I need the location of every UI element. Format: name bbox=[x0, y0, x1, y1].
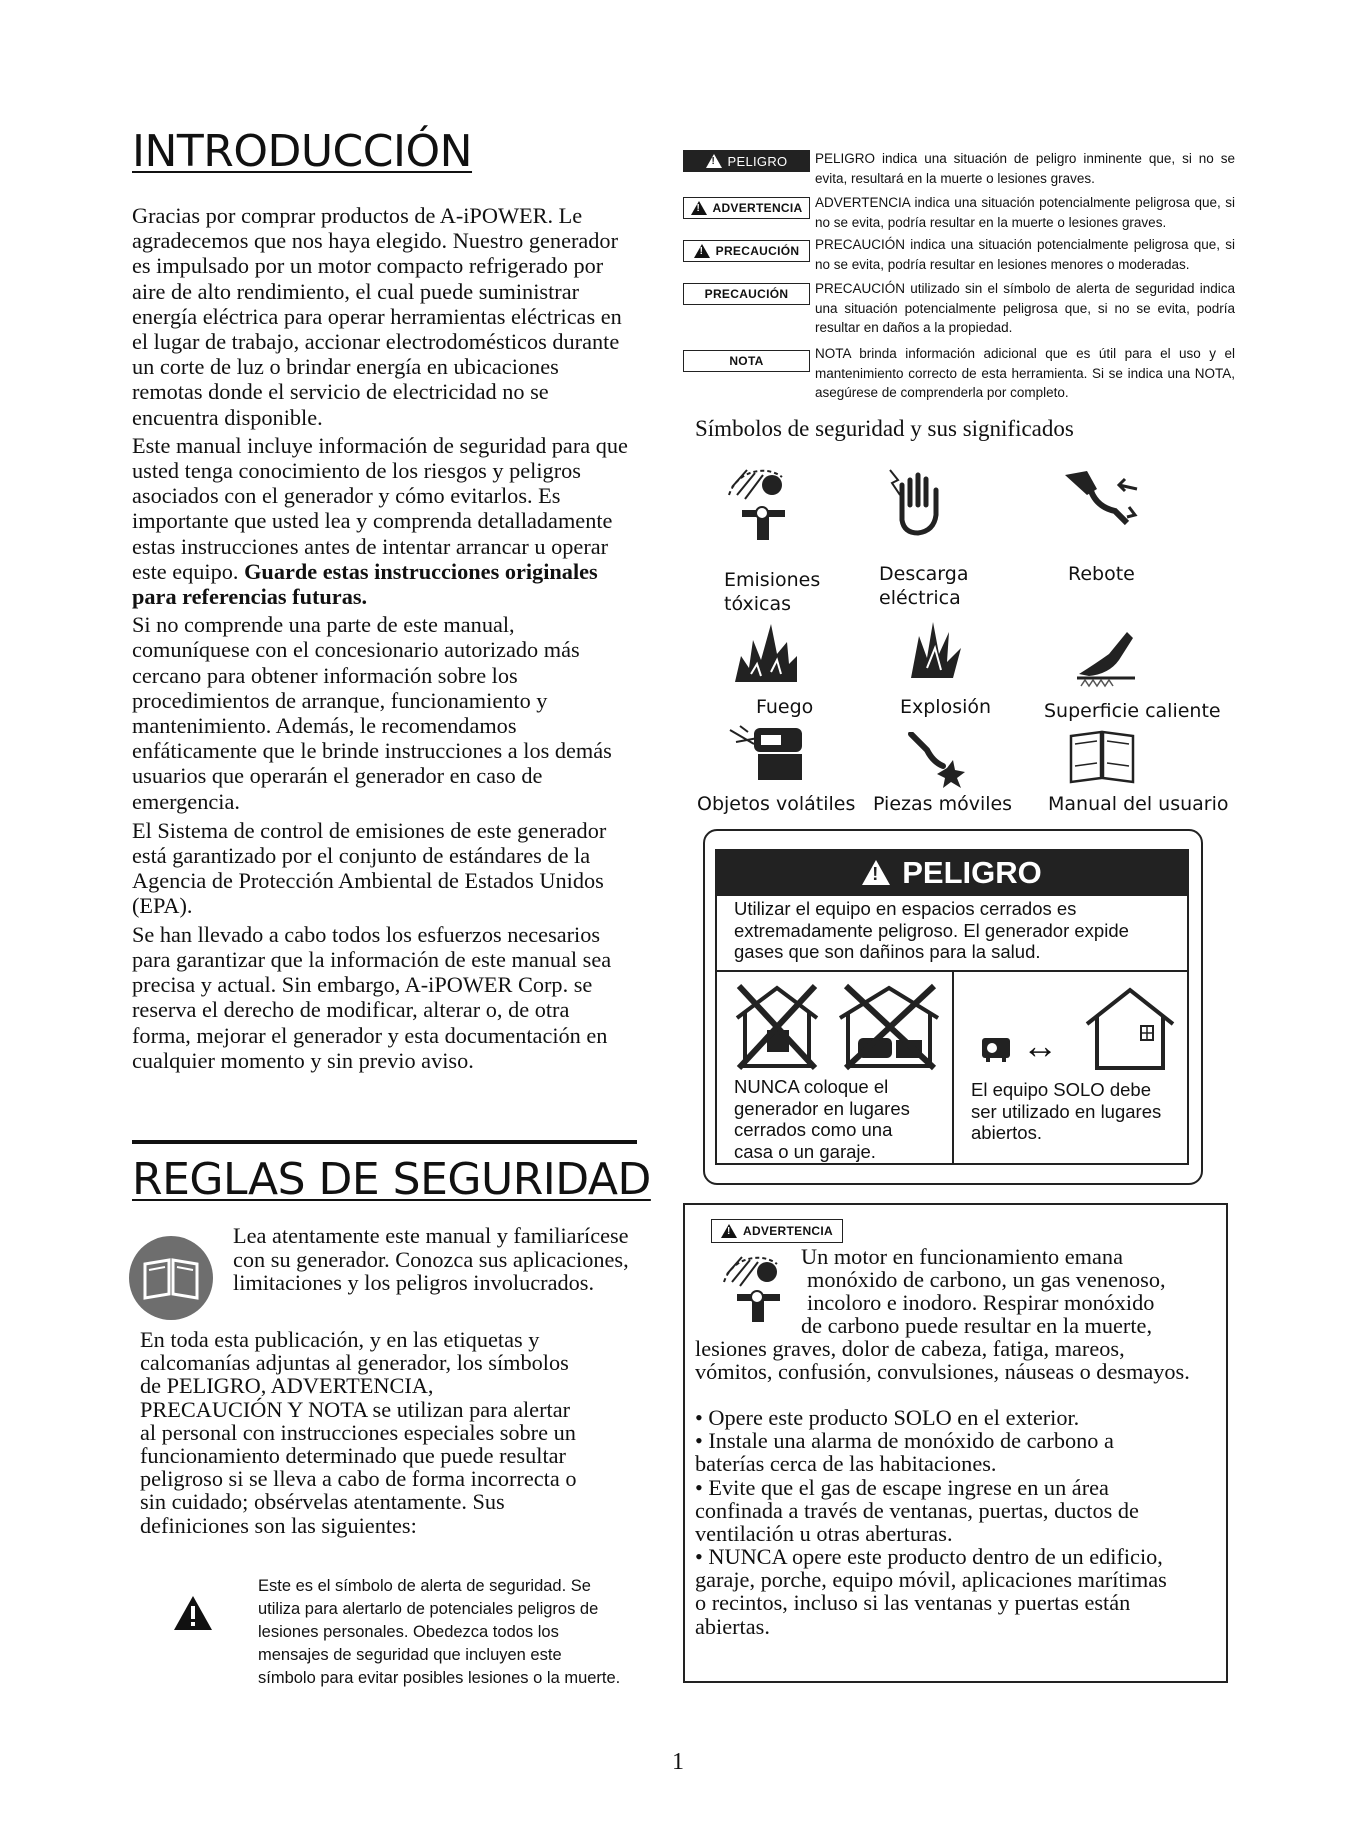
alert-icon bbox=[694, 244, 710, 258]
alert-icon bbox=[721, 1224, 737, 1238]
safety-alert-icon bbox=[172, 1594, 214, 1637]
electric-shock-icon bbox=[884, 465, 944, 542]
intro-title: INTRODUCCIÓN bbox=[132, 126, 473, 177]
user-manual-icon bbox=[1067, 726, 1137, 789]
toxic-fumes-icon bbox=[727, 465, 797, 545]
crossed-garage-icon bbox=[836, 982, 942, 1077]
intro-paragraph-5: Se han llevado a cabo todos los esfuerzos necesarios para garantizar que la información de este manual sea precisa y actual. Sin embargo, A-iPOWER Corp. se reserva el derecho de modificar, alterar o, de otra forma, mejorar el generador y esta documentación en cualquier momento y sin previo aviso. bbox=[132, 921, 612, 1073]
crossed-house-icon bbox=[733, 982, 821, 1077]
symbol-label-descarga: Descarga eléctrica bbox=[879, 563, 969, 609]
alert-icon bbox=[706, 154, 722, 168]
warning-bullet-4: • NUNCA opere este producto dentro de un edificio, garaje, porche, equipo móvil, aplicaciones marítimas o recintos, incluso si las ventanas y puertas están abiertas. bbox=[695, 1544, 1167, 1639]
symbol-label-superficie: Superficie caliente bbox=[1044, 700, 1221, 722]
symbol-label-manual: Manual del usuario bbox=[1048, 793, 1229, 815]
danger-right-caption: El equipo SOLO debe ser utilizado en lugares abiertos. bbox=[971, 1079, 1162, 1143]
badge-precaucion-plain: PRECAUCIÓN bbox=[683, 283, 810, 305]
signal-text: PRECAUCIÓN indica una situación potencialmente peligrosa que, si no se evita, podría resultar en lesiones menores o moderadas. bbox=[815, 237, 1235, 272]
signal-text: NOTA brinda información adicional que es útil para el uso y el mantenimiento correcto de esta herramienta. Si se indica una NOTA, asegúrese de comprenderla por completo. bbox=[815, 346, 1235, 400]
warning-bullet-2: • Instale una alarma de monóxido de carbono a baterías cerca de las habitaciones. bbox=[695, 1428, 1114, 1477]
symbol-label-emisiones: Emisiones tóxicas bbox=[724, 569, 821, 615]
warning-bullet-3: • Evite que el gas de escape ingrese en un área confinada a través de ventanas, puertas, ductos de ventilación u otras aberturas. bbox=[695, 1475, 1139, 1547]
house-icon bbox=[1085, 986, 1175, 1077]
danger-left-caption: NUNCA coloque el generador en lugares cerrados como una casa o un garaje. bbox=[734, 1076, 910, 1162]
explosion-icon bbox=[905, 618, 965, 689]
intro-paragraph-4: El Sistema de control de emisiones de este generador está garantizado por el conjunto de estándares de la Agencia de Protección Ambiental de Estados Unidos (EPA). bbox=[132, 817, 607, 919]
intro-paragraph-3: Si no comprende una parte de este manual, comuníquese con el concesionario autorizado más cercano para obtener información sobre los procedimientos de arranque, funcionamiento y mantenimiento. Además, le recomendamos enfáticamente que le brinde instrucciones a los demás usuarios que operarán el generador en caso de emergencia. bbox=[132, 612, 612, 814]
warning-intro-rest: lesiones graves, dolor de cabeza, fatiga, mareos, vómitos, confusión, convulsiones, náuseas o desmayos. bbox=[695, 1336, 1190, 1385]
badge-peligro: ! PELIGRO bbox=[683, 150, 810, 172]
symbol-label-objetos: Objetos volátiles bbox=[697, 793, 856, 815]
alert-symbol-text: Este es el símbolo de alerta de seguridad. Se utiliza para alertarlo de potenciales peligros de lesiones personales. Obedezca todos los mensajes de seguridad que incluyen este símbolo para evitar posibles lesiones o la muerte. bbox=[258, 1577, 621, 1687]
warning-intro-l1: Un motor en funcionamiento emana bbox=[801, 1244, 1123, 1269]
danger-box-divider-v bbox=[952, 970, 954, 1165]
badge-precaucion: ! PRECAUCIÓN bbox=[683, 240, 810, 262]
intro-paragraph-1: Gracias por comprar productos de A-iPOWER. Le agradecemos que nos haya elegido. Nuestro generador es impulsado por un motor compacto refrigerado por aire de alto rendimiento, el cual puede suministrar energía eléctrica para operar herramientas eléctricas en el lugar de trabajo, accionar electrodomésticos durante un corte de luz o brindar energía en ubicaciones remotas donde el servicio de electricidad no se encuentra disponible. bbox=[132, 203, 622, 430]
moving-parts-icon bbox=[907, 732, 967, 795]
symbol-label-piezas: Piezas móviles bbox=[873, 793, 1013, 815]
danger-text: Utilizar el equipo en espacios cerrados es extremadamente peligroso. El generador expide gases que son dañinos para la salud. bbox=[734, 898, 1129, 962]
kickback-icon bbox=[1063, 467, 1147, 536]
flying-objects-icon bbox=[728, 724, 808, 785]
alert-icon bbox=[862, 860, 890, 885]
symbol-label-fuego: Fuego bbox=[756, 696, 814, 718]
intro-paragraph-2-bold: Guarde estas instrucciones originales para referencias futuras. bbox=[132, 558, 598, 610]
symbol-label-rebote: Rebote bbox=[1068, 563, 1135, 585]
hot-surface-icon bbox=[1075, 630, 1137, 693]
symbol-label-explosion: Explosión bbox=[900, 696, 992, 718]
warning-intro-l2: monóxido de carbono, un gas venenoso, bbox=[807, 1267, 1166, 1292]
symbols-title: Símbolos de seguridad y sus significados bbox=[695, 416, 1074, 441]
badge-advertencia: ! ADVERTENCIA bbox=[683, 197, 810, 219]
toxic-fumes-icon bbox=[722, 1252, 792, 1327]
generator-icon bbox=[980, 1034, 1012, 1067]
safety-title: REGLAS DE SEGURIDAD bbox=[132, 1154, 651, 1205]
warning-bullet-1: • Opere este producto SOLO en el exterior. bbox=[695, 1405, 1080, 1430]
danger-box-header bbox=[715, 849, 1189, 896]
arrow-icon: ↔ bbox=[1022, 1025, 1058, 1066]
intro-paragraph-2 bbox=[132, 433, 629, 609]
fire-icon bbox=[731, 620, 801, 687]
alert-icon bbox=[691, 201, 707, 215]
read-manual-text: Lea atentamente este manual y familiarícese con su generador. Conozca sus aplicaciones, limitaciones y los peligros involucrados. bbox=[233, 1223, 629, 1295]
intro-body bbox=[132, 203, 629, 1076]
signal-text: PRECAUCIÓN utilizado sin el símbolo de alerta de seguridad indica una situación potencialmente peligrosa que, si no se evita, podría resultar en daños a la propiedad. bbox=[815, 281, 1235, 335]
signal-text: PELIGRO indica una situación de peligro inminente que, si no se evita, resultará en la muerte o lesiones graves. bbox=[815, 151, 1235, 186]
warning-intro-l4: de carbono puede resultar en la muerte, bbox=[801, 1313, 1153, 1338]
badge-advertencia-box: ! ADVERTENCIA bbox=[711, 1219, 843, 1243]
badge-nota: NOTA bbox=[683, 350, 810, 372]
read-manual-icon bbox=[129, 1236, 213, 1320]
intro-paragraph-2-text: Este manual incluye información de seguridad para que usted tenga conocimiento de los riesgos y peligros asociados con el generador y cómo evitarlos. Es importante que usted lea y comprenda detalladamente estas instrucciones antes de intentar arrancar u operar este equipo. bbox=[132, 432, 628, 584]
section-divider bbox=[132, 1140, 637, 1144]
warning-intro-l3: incoloro e inodoro. Respirar monóxido bbox=[807, 1290, 1155, 1315]
signal-text: ADVERTENCIA indica una situación potencialmente peligrosa que, si no se evita, podría resultar en la muerte o lesiones graves. bbox=[815, 195, 1235, 230]
danger-title: PELIGRO bbox=[902, 854, 1042, 890]
definitions-text: En toda esta publicación, y en las etiquetas y calcomanías adjuntas al generador, los símbolos de PELIGRO, ADVERTENCIA, PRECAUCIÓN Y NOTA se utilizan para alertar al personal con instrucciones especiales sobre un funcionamiento determinado que puede resultar peligroso si se lleva a cabo de forma incorrecta o sin cuidado; obsérvelas atentamente. Sus definiciones son las siguientes: bbox=[140, 1327, 577, 1538]
page-number: 1 bbox=[672, 1749, 684, 1775]
